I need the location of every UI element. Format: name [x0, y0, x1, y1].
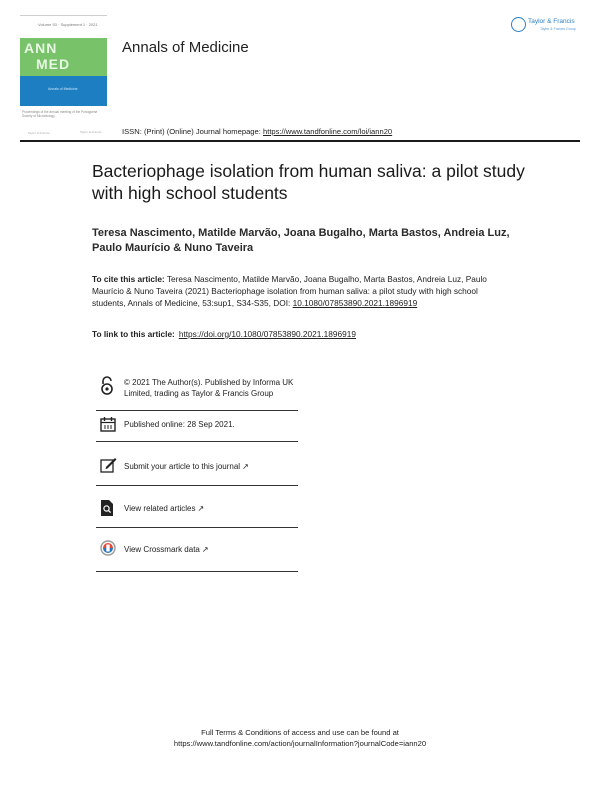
calendar-icon	[100, 416, 116, 432]
cover-top-rule	[20, 15, 107, 16]
article-doi-link[interactable]: https://doi.org/10.1080/07853890.2021.1896919	[178, 329, 356, 339]
cover-small-text: Proceedings of the annual meeting of the Portuguese Society of Microbiology	[22, 110, 98, 119]
published-row	[96, 411, 298, 442]
external-link-icon: ↗	[201, 545, 209, 554]
license-row	[96, 372, 298, 411]
cover-issue-text: Volume 53 · Supplement 1 · 2021	[38, 22, 98, 27]
link-label: To link to this article:	[92, 329, 175, 339]
cover-footer-right: Taylor & Francis	[80, 130, 102, 134]
issn-label: ISSN: (Print) (Online) Journal homepage:	[122, 127, 261, 136]
open-access-lock-icon	[100, 376, 114, 396]
citation-doi-link[interactable]: 10.1080/07853890.2021.1896919	[292, 298, 418, 308]
related-articles-link[interactable]	[124, 504, 300, 515]
article-authors: Teresa Nascimento, Matilde Marvão, Joana Bugalho, Marta Bastos, Andreia Luz, Paulo Maurício & Nuno Taveira	[92, 227, 510, 254]
related-row[interactable]	[96, 495, 298, 528]
crossmark-link[interactable]	[124, 545, 300, 556]
edit-icon	[100, 457, 117, 473]
crossmark-icon	[100, 540, 116, 556]
publisher-logo-name: Taylor & Francis	[528, 18, 575, 25]
issn-line	[122, 127, 392, 136]
document-search-icon	[100, 499, 114, 517]
cover-logo-line1: ANN	[24, 40, 58, 56]
journal-homepage-link[interactable]: https://www.tandfonline.com/loi/iann20	[262, 127, 393, 136]
cover-logo-line2: MED	[36, 56, 71, 72]
crossmark-label: View Crossmark data	[124, 545, 200, 554]
license-text: © 2021 The Author(s). Published by Informa UK Limited, trading as Taylor & Francis Group	[124, 378, 294, 398]
publisher-logo-sub: Taylor & Francis Group	[540, 27, 576, 31]
crossmark-row[interactable]	[96, 535, 298, 572]
submit-article-link[interactable]	[124, 462, 300, 473]
cover-blue-band	[20, 76, 107, 106]
footer-terms-link[interactable]: https://www.tandfonline.com/action/journalInformation?journalCode=iann20	[173, 739, 427, 748]
footer	[0, 727, 600, 749]
article-title: Bacteriophage isolation from human saliva: a pilot study with high school students	[92, 161, 525, 203]
article-link-line	[92, 329, 512, 339]
submit-row[interactable]	[96, 453, 298, 486]
footer-line1: Full Terms & Conditions of access and use can be found at	[201, 728, 399, 737]
submit-article-label: Submit your article to this journal	[124, 462, 241, 471]
related-articles-label: View related articles	[124, 504, 196, 513]
citation-label: To cite this article:	[92, 274, 165, 284]
header-divider	[20, 140, 580, 142]
published-date-text: Published online: 28 Sep 2021.	[124, 420, 235, 429]
citation-text: Teresa Nascimento, Matilde Marvão, Joana Bugalho, Marta Bastos, Andreia Luz, Paulo Maurício & Nuno Taveira (2021) Bacteriophage isolation from human saliva: a pilot study with high school students, Annals of Medicine, 53:sup1, S34-S35, DOI:	[92, 274, 487, 308]
cover-footer-left: Taylor & Francis	[28, 131, 50, 135]
external-link-icon: ↗	[242, 462, 249, 471]
citation-block	[92, 273, 512, 309]
cover-band-text: Annals of Medicine	[48, 87, 78, 91]
journal-title: Annals of Medicine	[122, 39, 249, 56]
external-link-icon: ↗	[197, 504, 205, 513]
publisher-logo-icon	[511, 17, 526, 32]
